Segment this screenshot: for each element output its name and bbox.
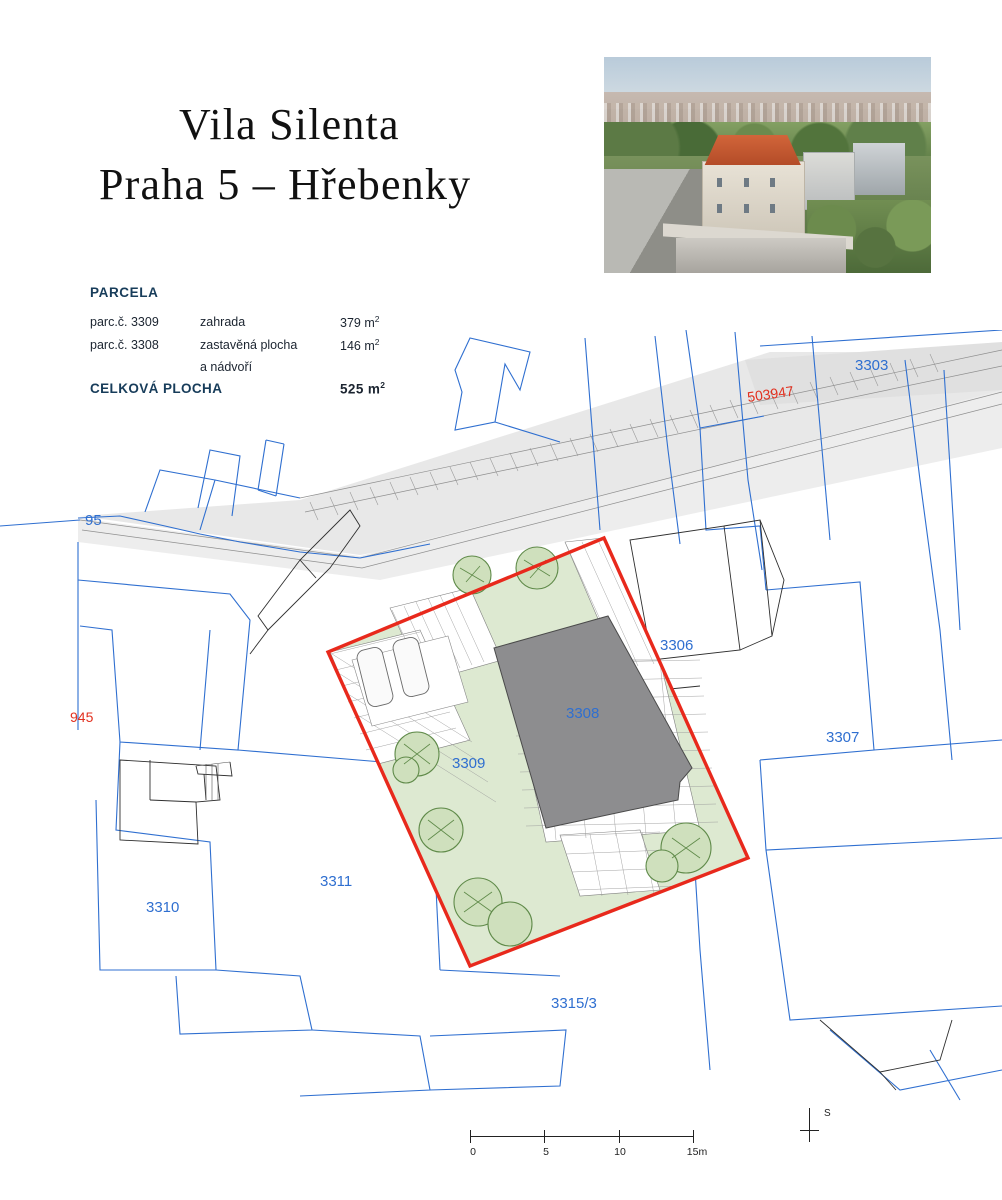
parcel-area-value: 379 m: [340, 316, 375, 331]
scale-bar: [470, 1130, 710, 1170]
map-label: 3315/3: [551, 995, 597, 1012]
map-details: [196, 762, 230, 800]
parcel-desc: zastavěná plocha: [200, 337, 298, 352]
scale-label: 5: [543, 1146, 549, 1158]
scale-label: 0: [470, 1146, 476, 1158]
parcel-heading: PARCELA: [90, 285, 159, 300]
parcel-area-value: 146 m: [340, 338, 375, 353]
parcel-area-unit: 2: [374, 336, 380, 347]
aerial-photo: [604, 57, 931, 273]
map-label: 3308: [566, 705, 600, 722]
north-arrow-label: S: [824, 1108, 831, 1119]
highlighted-plot: [328, 538, 748, 966]
north-arrow-horizontal: [800, 1130, 819, 1131]
map-label: 95: [85, 512, 102, 529]
parcel-area-unit: 2: [374, 314, 380, 324]
photo-villa-facade: [702, 161, 805, 236]
map-svg: [0, 330, 1002, 1120]
photo-neighbour-building: [853, 143, 905, 195]
parcel-code: parc.č. 3309: [90, 315, 159, 329]
map-label: 3306: [660, 637, 694, 654]
page-title-line-2: Praha 5 – Hřebenky: [99, 159, 472, 209]
total-area-unit: 2: [380, 380, 386, 391]
scale-label: 15m: [686, 1146, 708, 1158]
map-label: 945: [70, 709, 94, 725]
map-label: 3310: [146, 899, 180, 916]
total-label: CELKOVÁ PLOCHA: [90, 381, 223, 397]
total-area-value: 525 m: [340, 381, 381, 397]
title-block: [95, 95, 565, 215]
page-title-line-1: Vila Silenta: [179, 100, 400, 149]
map-label: 3303: [855, 357, 889, 374]
map-label: 3307: [826, 729, 860, 746]
parcel-code: parc.č. 3308: [90, 337, 159, 352]
street-band: [78, 342, 1002, 580]
north-arrow: [800, 1108, 860, 1156]
scale-bar-line: [470, 1136, 694, 1137]
north-arrow-vertical: [809, 1108, 810, 1142]
cadastral-map: [0, 330, 1002, 1120]
map-label: 3311: [320, 873, 353, 890]
map-label: 503947: [746, 382, 795, 405]
parcel-desc: a nádvoří: [200, 360, 253, 375]
scale-label: 10: [614, 1146, 626, 1158]
photo-driveway: [676, 238, 846, 273]
scale-bar-ticks: [470, 1130, 710, 1144]
parcel-desc: zahrada: [200, 315, 246, 329]
map-label: 3309: [452, 755, 486, 772]
